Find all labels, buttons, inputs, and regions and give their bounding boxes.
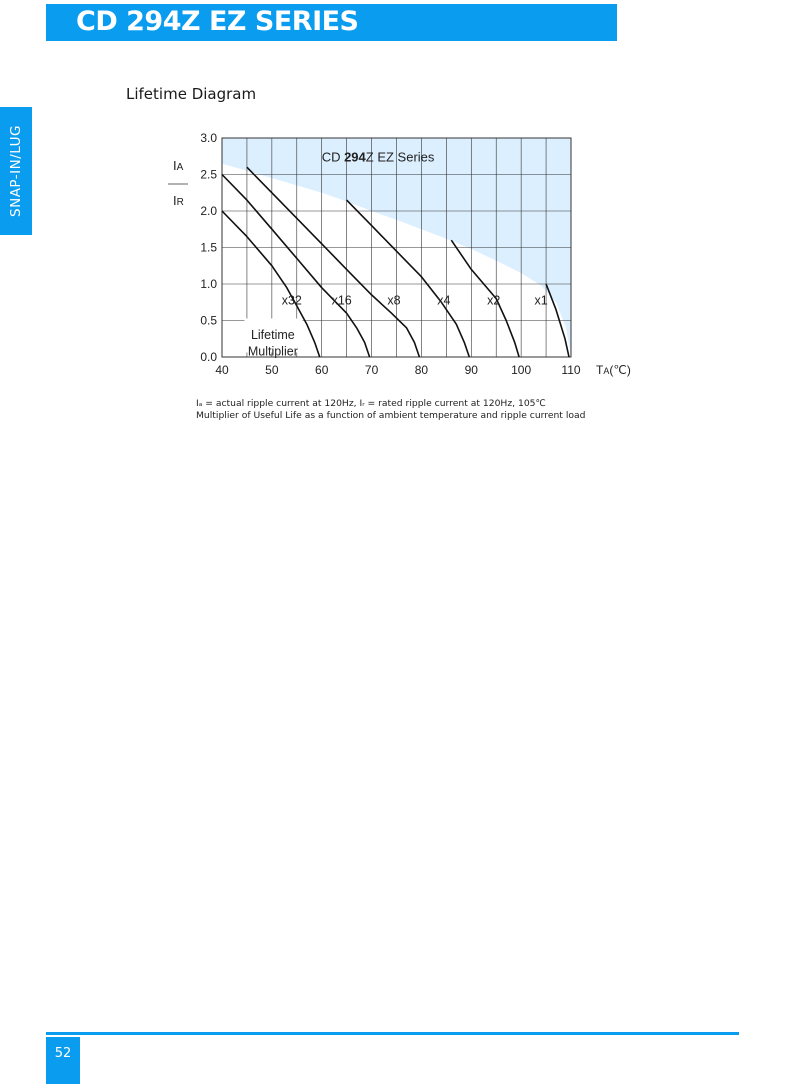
series-label-x8: x8	[387, 293, 401, 308]
y-tick-label: 0.5	[200, 313, 217, 328]
chart-notes	[196, 398, 585, 422]
y-tick-label: 1.0	[200, 277, 217, 291]
x-axis-label: TA(℃)	[596, 363, 631, 377]
header-bar	[46, 4, 617, 41]
annotation-multiplier: Multiplier	[247, 344, 298, 359]
footer-line	[46, 1032, 739, 1035]
note-multiplier-description: Multiplier of Useful Life as a function of ambient temperature and ripple current load	[196, 410, 586, 421]
y-tick-label: 3.0	[200, 131, 217, 145]
y-axis-label-top: IA	[173, 158, 184, 173]
series-label-x16: x16	[331, 293, 352, 308]
x-tick-label: 40	[215, 363, 229, 377]
series-label-x2: x2	[487, 293, 501, 308]
y-tick-label: 1.5	[200, 240, 217, 255]
x-tick-label: 70	[364, 363, 379, 377]
annotation-lifetime: Lifetime	[250, 327, 295, 342]
y-tick-label: 2.0	[200, 204, 217, 218]
series-label-x32: x32	[281, 293, 302, 308]
lifetime-chart	[160, 125, 650, 380]
y-tick-label: 2.5	[200, 167, 217, 182]
chart-title: CD 294Z EZ Series	[321, 149, 435, 165]
y-axis-label-bottom: IR	[173, 193, 184, 208]
y-tick-label: 0.0	[200, 350, 217, 364]
side-tab-label: SNAP-IN/LUG	[8, 125, 24, 217]
page-title: CD 294Z EZ SERIES	[76, 6, 359, 37]
page-number-box	[46, 1037, 80, 1084]
section-title: Lifetime Diagram	[126, 85, 257, 103]
side-tab	[0, 107, 32, 235]
x-tick-label: 50	[265, 363, 279, 377]
x-tick-label: 100	[511, 363, 532, 377]
series-label-x4: x4	[437, 293, 451, 308]
page-number: 52	[54, 1046, 72, 1061]
note-ripple-definition: Iₐ = actual ripple current at 120Hz, Iᵣ = rated ripple current at 120Hz, 105℃	[196, 398, 546, 409]
x-tick-label: 90	[464, 363, 478, 377]
x-tick-label: 60	[315, 363, 329, 377]
x-tick-label: 80	[414, 363, 429, 377]
series-label-x1: x1	[534, 293, 548, 308]
x-tick-label: 110	[561, 363, 581, 377]
